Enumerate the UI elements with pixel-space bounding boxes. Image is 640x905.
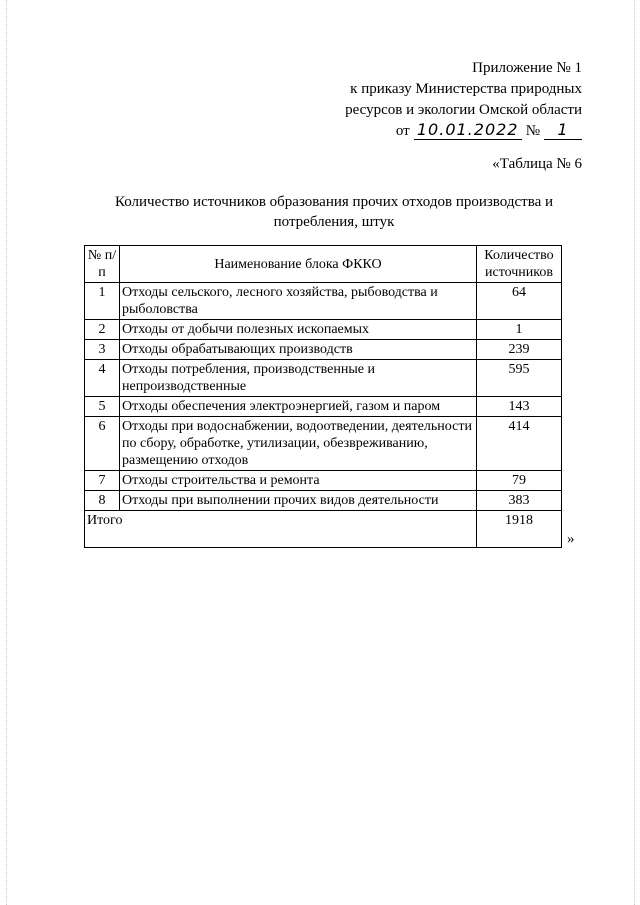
- table-row: [85, 417, 562, 471]
- row-name: Отходы потребления, производственные и непроизводственные: [120, 360, 477, 397]
- appendix-header: [345, 58, 582, 142]
- document-title: Количество источников образования прочих отходов производства и потребления, штук: [114, 194, 554, 230]
- row-qty: 414: [477, 417, 562, 471]
- row-num: 3: [85, 340, 120, 360]
- table-row: [85, 283, 562, 320]
- row-qty: 64: [477, 283, 562, 320]
- table-row: [85, 360, 562, 397]
- total-qty: 1918: [477, 511, 562, 548]
- row-num: 7: [85, 471, 120, 491]
- number-label: №: [525, 123, 540, 139]
- row-num: 6: [85, 417, 120, 471]
- row-num: 1: [85, 283, 120, 320]
- table-row: [85, 397, 562, 417]
- row-qty: 79: [477, 471, 562, 491]
- row-qty: 1: [477, 320, 562, 340]
- appendix-number: Приложение № 1: [472, 60, 582, 76]
- row-qty: 143: [477, 397, 562, 417]
- row-name: Отходы обеспечения электроэнергией, газом и паром: [120, 397, 477, 417]
- row-num: 2: [85, 320, 120, 340]
- closing-quote: »: [567, 531, 575, 547]
- table-header-row: [85, 246, 562, 283]
- row-qty: 239: [477, 340, 562, 360]
- appendix-order-ref: к приказу Министерства природных: [350, 81, 582, 97]
- row-name: Отходы строительства и ремонта: [120, 471, 477, 491]
- appendix-ministry: ресурсов и экологии Омской области: [345, 102, 582, 118]
- waste-sources-table: [84, 245, 562, 548]
- table-row: [85, 320, 562, 340]
- scan-edge-right: [634, 0, 635, 905]
- row-num: 8: [85, 491, 120, 511]
- row-name: Отходы при водоснабжении, водоотведении, деятельности по сбору, обработке, утилизации, обезвреживанию, размещению отходов: [120, 417, 477, 471]
- header-qty: Количество источников: [477, 246, 562, 283]
- table-total-row: [85, 511, 562, 548]
- header-name: Наименование блока ФККО: [120, 246, 477, 283]
- row-num: 4: [85, 360, 120, 397]
- row-name: Отходы обрабатывающих производств: [120, 340, 477, 360]
- row-name: Отходы от добычи полезных ископаемых: [120, 320, 477, 340]
- order-date-line: [345, 121, 582, 142]
- header-num: № п/п: [85, 246, 120, 283]
- total-label: Итого: [85, 511, 477, 548]
- handwritten-date: 10.01.2022: [414, 121, 522, 140]
- row-num: 5: [85, 397, 120, 417]
- row-name: Отходы при выполнении прочих видов деятельности: [120, 491, 477, 511]
- table-row: [85, 340, 562, 360]
- table-reference: «Таблица № 6: [492, 156, 582, 172]
- row-qty: 595: [477, 360, 562, 397]
- row-name: Отходы сельского, лесного хозяйства, рыбоводства и рыболовства: [120, 283, 477, 320]
- table-row: [85, 491, 562, 511]
- row-qty: 383: [477, 491, 562, 511]
- from-label: от: [395, 123, 410, 139]
- scan-edge-left: [6, 0, 7, 905]
- table-row: [85, 471, 562, 491]
- handwritten-number: 1: [544, 121, 582, 140]
